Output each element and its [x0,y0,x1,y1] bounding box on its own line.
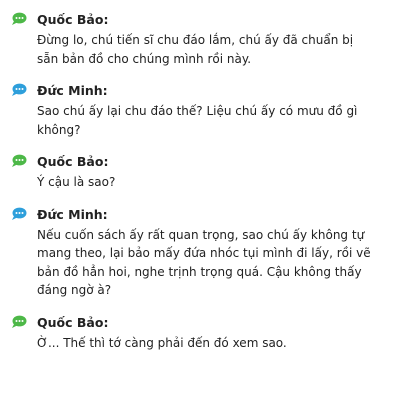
green-speech-bubble-icon [11,12,27,26]
speaker-label [37,154,384,170]
dialogue-line: mang theo, lại bảo mấy đứa nhóc tụi mình đi lấy, rồi vẽ [37,246,371,260]
speaker-name: Đức Minh : [37,207,108,222]
dialogue-line: sẵn bản đồ cho chúng mình rồi này. [37,51,252,66]
green-speech-bubble-icon [11,315,27,329]
dialogue-turn [37,207,384,300]
blue-speech-bubble-icon [11,207,27,221]
speaker-label [37,207,384,223]
dialogue-line: Ý cậu là sao? [37,175,116,189]
speaker-label [37,315,384,331]
speaker-name: Quốc Bảo : [37,12,108,27]
dialogue-line: bản đồ hẳn hoi, nghe trịnh trọng quá. Cậu không thấy [37,264,362,279]
speaker-name: Đức Minh : [37,83,108,98]
green-speech-bubble-icon [11,154,27,168]
speaker-name: Quốc Bảo : [37,154,108,169]
speaker-label [37,12,384,28]
speaker-name: Quốc Bảo : [37,315,108,330]
dialogue-line: đáng ngờ à? [37,283,112,297]
dialogue-turn [37,154,384,192]
dialogue-turn [37,315,384,353]
dialogue-turn [37,12,384,68]
dialogue-line: không? [37,122,81,137]
dialogue-line: Ờ... Thế thì tớ càng phải đến đó xem sao. [37,335,287,350]
dialogue-line: Đừng lo, chú tiến sĩ chu đáo lắm, chú ấy đã chuẩn bị [37,33,354,47]
dialogue-line: Nếu cuốn sách ấy rất quan trọng, sao chú ấy không tự [37,227,365,242]
dialogue-line: Sao chú ấy lại chu đáo thế? Liệu chú ấy có mưu đồ gì [37,104,358,118]
dialogue-turn [37,83,384,139]
blue-speech-bubble-icon [11,83,27,97]
speaker-label [37,83,384,99]
